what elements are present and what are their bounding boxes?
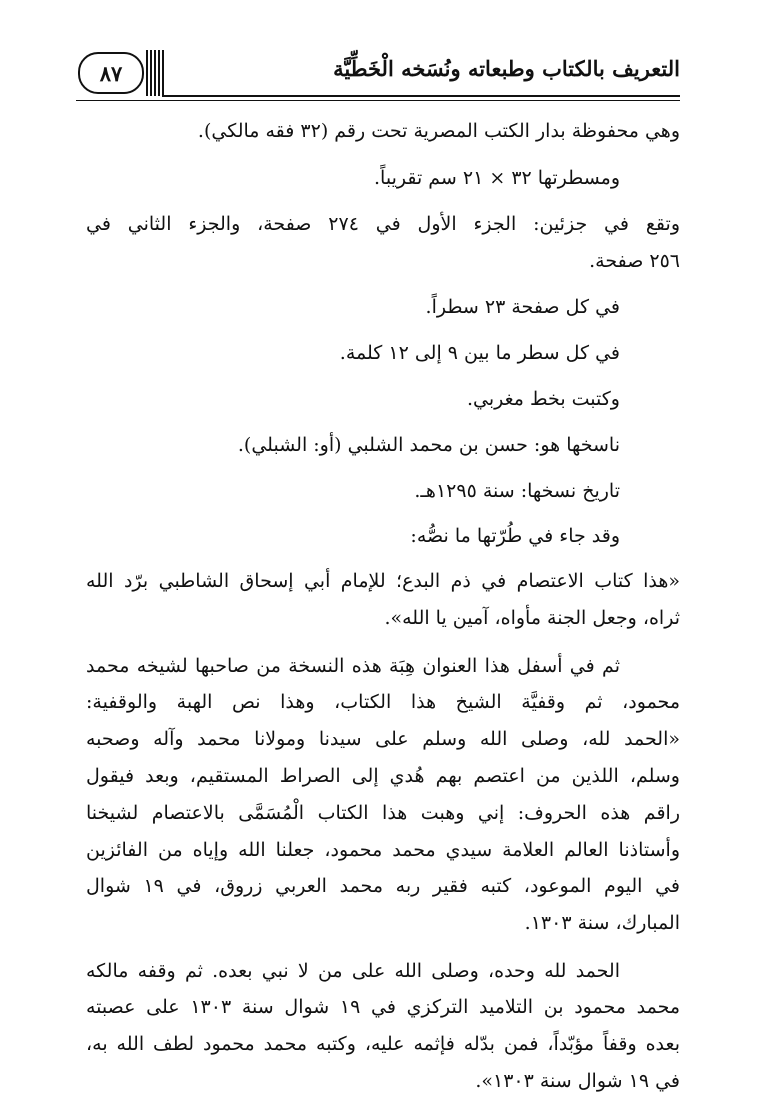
header-rule xyxy=(162,95,680,97)
text-line: وهي محفوظة بدار الكتب المصرية تحت رقم (٣٢ فقه مالكي). xyxy=(197,120,680,142)
text-line: «الحمد لله، وصلى الله وسلم على سيدنا ومولانا محمد وآله وصحبه xyxy=(86,728,680,750)
text-line: راقم هذه الحروف: إني وهبت هذا الكتاب الْمُسَمَّى بالاعتصام لشيخنا xyxy=(86,802,680,824)
text-line: محمود، ثم وقفيَّة الشيخ هذا الكتاب، وهذا نص الهبة والوقفية: xyxy=(86,691,680,713)
text-line: ٢٥٦ صفحة. xyxy=(589,250,680,272)
text-line: محمد محمود بن التلاميد التركزي في ١٩ شوال سنة ١٣٠٣ على عصبته xyxy=(86,996,681,1018)
text-line: في كل صفحة ٢٣ سطراً. xyxy=(425,296,620,318)
page-number-ornament xyxy=(144,50,164,96)
page-header xyxy=(76,46,680,108)
text-line: وقد جاء في طُرّتها ما نصُّه: xyxy=(410,525,620,547)
text-line: في اليوم الموعود، كتبه فقير ربه محمد العربي زروق، في ١٩ شوال xyxy=(86,875,680,897)
running-title: التعريف بالكتاب وطبعاته ونُسَخه الْخَطِّيَّة xyxy=(333,56,680,81)
text-line: ناسخها هو: حسن بن محمد الشلبي (أو: الشبلي). xyxy=(237,434,620,456)
text-line: وتقع في جزئين: الجزء الأول في ٢٧٤ صفحة، والجزء الثاني في xyxy=(86,213,680,235)
text-line: وكتبت بخط مغربي. xyxy=(466,388,620,410)
text-line: تاريخ نسخها: سنة ١٢٩٥هـ. xyxy=(414,480,620,502)
header-rule-thin xyxy=(76,100,680,101)
text-line: الحمد لله وحده، وصلى الله على من لا نبي بعده. ثم وقفه مالكه xyxy=(86,960,620,982)
text-line: بعده وقفاً مؤبّداً، فمن بدّله فإثمه عليه، وكتبه محمد محمود لطف الله به، xyxy=(86,1033,680,1055)
text-line: ثراه، وجعل الجنة مأواه، آمين يا الله». xyxy=(384,607,680,629)
text-line: «هذا كتاب الاعتصام في ذم البدع؛ للإمام أبي إسحاق الشاطبي برّد الله xyxy=(86,570,680,592)
text-line: وأستاذنا العالم العلامة سيدي محمد محمود، جعلنا الله وإياه من الفائزين xyxy=(86,839,680,861)
text-line: في كل سطر ما بين ٩ إلى ١٢ كلمة. xyxy=(339,342,620,364)
text-line: ومسطرتها ٣٢ × ٢١ سم تقريباً. xyxy=(374,167,620,189)
text-line: في ١٩ شوال سنة ١٣٠٣». xyxy=(475,1070,680,1092)
text-line: ثم في أسفل هذا العنوان هِبَة هذه النسخة من صاحبها لشيخه محمد xyxy=(86,655,620,677)
page-number: ٨٧ xyxy=(78,52,144,94)
text-line: المبارك، سنة ١٣٠٣. xyxy=(524,912,680,934)
text-line: وسلم، اللذين من اعتصم بهم هُدي إلى الصراط المستقيم، وبعد فيقول xyxy=(86,765,680,787)
